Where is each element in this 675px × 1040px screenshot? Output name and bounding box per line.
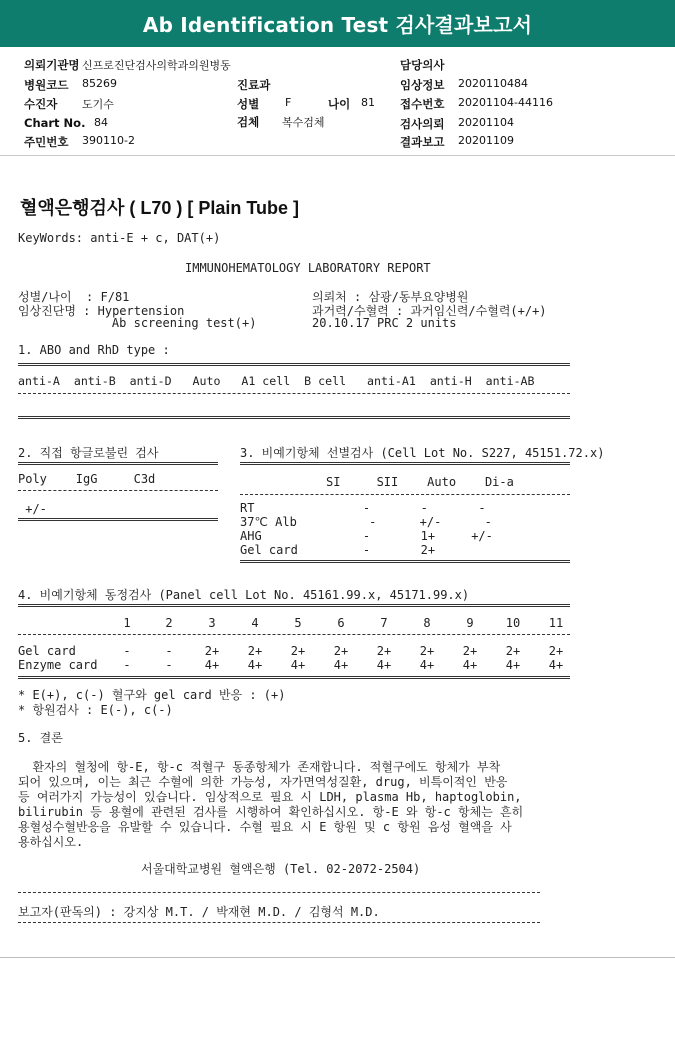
gel-card-cell: - <box>123 644 131 658</box>
section1-rule-mid <box>18 393 570 394</box>
gel-card-cell: 2+ <box>247 644 263 658</box>
gel-card-cell: - <box>165 644 173 658</box>
footer-rule-top <box>18 892 540 893</box>
enzyme-card-cell: 4+ <box>376 658 392 672</box>
section3-rule-top <box>240 462 570 465</box>
section4-rule-bottom <box>18 676 570 679</box>
panel-column-header: 1 <box>123 616 131 630</box>
enzyme-card-cell: - <box>165 658 173 672</box>
page-end-divider <box>0 957 675 958</box>
enzyme-card-cell: 4+ <box>204 658 220 672</box>
section3-header: SI SII Auto Di-a <box>326 475 514 489</box>
enzyme-card-cell: 4+ <box>419 658 435 672</box>
receipt-value: 20201104-44116 <box>458 96 553 109</box>
hospital-code-label: 병원코드 <box>24 78 69 92</box>
gel-card-cell: 2+ <box>204 644 220 658</box>
patient-info-grid <box>0 47 675 155</box>
section4-rule-top <box>18 604 570 607</box>
enzyme-card-cell: 4+ <box>290 658 306 672</box>
panel-column-header: 9 <box>466 616 474 630</box>
panel-column-header: 4 <box>251 616 259 630</box>
institution-footer: 서울대학교병원 혈액은행 (Tel. 02-2072-2504) <box>141 862 421 876</box>
section3-row: AHG - 1+ +/- <box>240 529 493 543</box>
institution-value: 신프로진단검사의학과의원병동 <box>82 59 231 72</box>
sex-label: 성별 <box>237 97 260 111</box>
age-value: 81 <box>361 96 375 109</box>
chart-no-value: 84 <box>94 116 108 129</box>
gel-card-cell: 2+ <box>290 644 306 658</box>
rrn-value: 390110-2 <box>82 134 135 147</box>
chart-no-label: Chart No. <box>24 116 86 130</box>
panel-column-header: 11 <box>548 616 564 630</box>
dept-label: 진료과 <box>237 78 271 92</box>
gel-card-cell: 2+ <box>333 644 349 658</box>
conclusion-line: 용혈성수혈반응을 유발할 수 있습니다. 수혈 필요 시 E 항원 및 c 항원 음성 혈액을 사 <box>18 820 512 834</box>
keywords: KeyWords: anti-E + c, DAT(+) <box>18 231 221 245</box>
footer-rule-bottom <box>18 922 540 923</box>
reporter-line: 보고자(판독의) : 강지상 M.T. / 박재현 M.D. / 김형석 M.D. <box>18 905 380 919</box>
panel-column-header: 8 <box>423 616 431 630</box>
report-title: 혈액은행검사 ( L70 ) [ Plain Tube ] <box>20 198 300 218</box>
section3-rule-mid <box>240 494 570 495</box>
report-banner <box>0 0 675 47</box>
transfusion-line: 과거력/수혈력 : 과거임신력/수혈력(+/+) <box>312 304 547 318</box>
requester-line: 의뢰처 : 삼광/동부요양병원 <box>312 290 469 304</box>
section2-rule-mid <box>18 490 218 491</box>
enzyme-card-label: Enzyme card <box>18 658 98 672</box>
section2-rule-top <box>18 462 218 465</box>
section2-value: +/- <box>18 502 47 516</box>
transfusion-line-2: 20.10.17 PRC 2 units <box>312 316 457 330</box>
note-line: * E(+), c(-) 혈구와 gel card 반응 : (+) <box>18 688 286 702</box>
panel-column-header: 2 <box>165 616 173 630</box>
section3-row: RT - - - <box>240 501 486 515</box>
gel-card-label: Gel card <box>18 644 76 658</box>
clinical-info-value: 2020110484 <box>458 77 528 90</box>
enzyme-card-cell: 4+ <box>505 658 521 672</box>
diagnosis-line: 임상진단명 : Hypertension <box>18 304 185 318</box>
diagnosis-line-2: Ab screening test(+) <box>18 316 257 330</box>
section2-rule-bottom <box>18 518 218 521</box>
conclusion-line: 환자의 혈청에 항-E, 항-c 적혈구 동종항체가 존재합니다. 적혈구에도 항체가 부착 <box>18 760 501 774</box>
section3-row: 37℃ Alb - +/- - <box>240 515 492 529</box>
conclusion-line: 등 여러가지 가능성이 있습니다. 임상적으로 필요 시 LDH, plasma Hb, haptoglobin, <box>18 790 522 804</box>
section2-header: Poly IgG C3d <box>18 472 156 486</box>
lab-header: IMMUNOHEMATOLOGY LABORATORY REPORT <box>185 261 431 275</box>
conclusion-line: 용하십시오. <box>18 835 84 849</box>
sex-age-line: 성별/나이 : F/81 <box>18 290 130 304</box>
section1-rule-bottom <box>18 416 570 419</box>
institution-label: 의뢰기관명 <box>24 58 80 72</box>
panel-column-header: 5 <box>294 616 302 630</box>
gel-card-cell: 2+ <box>419 644 435 658</box>
section1-header: anti-A anti-B anti-D Auto A1 cell B cell anti-A1 anti-H anti-AB <box>18 374 535 388</box>
gel-card-cell: 2+ <box>548 644 564 658</box>
specimen-label: 검체 <box>237 115 260 129</box>
request-label: 검사의뢰 <box>400 117 445 131</box>
header-divider <box>0 155 675 156</box>
panel-column-header: 7 <box>380 616 388 630</box>
gel-card-cell: 2+ <box>462 644 478 658</box>
conclusion-line: 되어 있으며, 이는 최근 수혈에 의한 가능성, 자가면역성질환, drug, 비특이적인 반응 <box>18 775 508 789</box>
request-value: 20201104 <box>458 116 514 129</box>
panel-column-header: 6 <box>337 616 345 630</box>
patient-value: 도기수 <box>82 98 114 111</box>
report-body <box>0 172 675 957</box>
result-value: 20201109 <box>458 134 514 147</box>
section3-rule-bottom <box>240 560 570 563</box>
age-label: 나이 <box>328 97 351 111</box>
enzyme-card-cell: 4+ <box>333 658 349 672</box>
panel-column-header: 3 <box>208 616 216 630</box>
clinical-info-label: 임상정보 <box>400 78 445 92</box>
note-line: * 항원검사 : E(-), c(-) <box>18 703 173 717</box>
hospital-code-value: 85269 <box>82 77 117 90</box>
specimen-value: 복수검체 <box>282 116 325 129</box>
section1-rule-top <box>18 363 570 366</box>
section4-rule-mid <box>18 634 570 635</box>
gel-card-cell: 2+ <box>505 644 521 658</box>
doctor-label: 담당의사 <box>400 58 445 72</box>
panel-column-header: 10 <box>505 616 521 630</box>
receipt-label: 접수번호 <box>400 97 445 111</box>
section3-title: 3. 비예기항체 선별검사 (Cell Lot No. S227, 45151.72.x) <box>240 446 605 460</box>
enzyme-card-cell: 4+ <box>462 658 478 672</box>
section2-title: 2. 직접 항글로불린 검사 <box>18 446 159 460</box>
rrn-label: 주민번호 <box>24 135 69 149</box>
banner-title: Ab Identification Test 검사결과보고서 <box>142 13 533 37</box>
enzyme-card-cell: 4+ <box>548 658 564 672</box>
section4-title: 4. 비예기항체 동정검사 (Panel cell Lot No. 45161.99.x, 45171.99.x) <box>18 588 470 602</box>
conclusion-line: bilirubin 등 용혈에 관련된 검사를 시행하여 확인하십시오. 항-E 와 항-c 항체는 흔히 <box>18 805 524 819</box>
section3-row: Gel card - 2+ <box>240 543 436 557</box>
gel-card-cell: 2+ <box>376 644 392 658</box>
patient-label: 수진자 <box>24 97 58 111</box>
sex-value: F <box>285 96 292 109</box>
result-label: 결과보고 <box>400 135 445 149</box>
enzyme-card-cell: - <box>123 658 131 672</box>
section5-title: 5. 결론 <box>18 731 63 745</box>
section1-title: 1. ABO and RhD type : <box>18 343 170 357</box>
enzyme-card-cell: 4+ <box>247 658 263 672</box>
